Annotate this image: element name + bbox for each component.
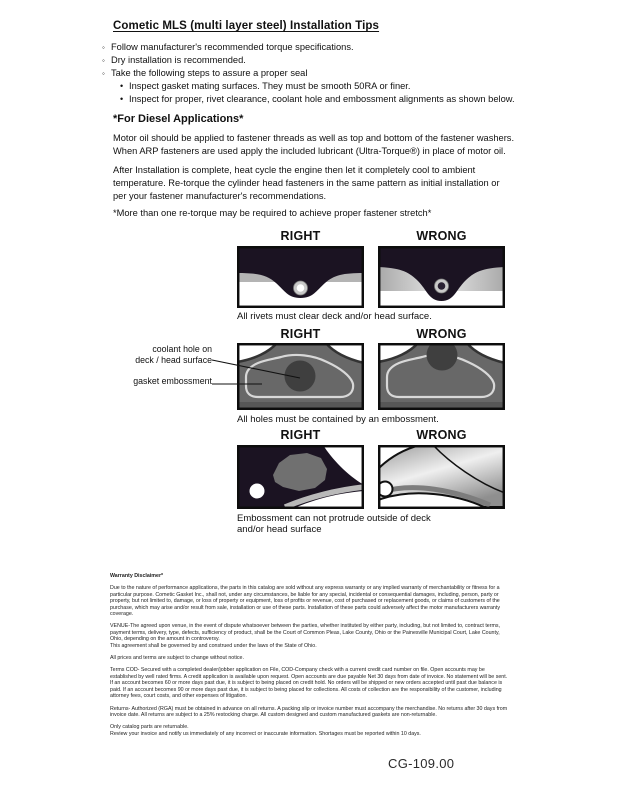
tip-text: Inspect for proper, rivet clearance, coolant hole and embossment alignments as shown below. [129,94,515,104]
bullet-icon: ◦ [102,56,105,65]
diagram-caption [237,513,487,535]
installation-tips-list [102,41,522,106]
page-number: CG-109.00 [388,756,455,771]
disclaimer-heading: Warranty Disclaimer* [110,573,164,579]
list-item [102,93,522,106]
tip-text: Follow manufacturer's recommended torque specifications. [111,42,354,52]
disclaimer-paragraph: All prices and terms are subject to change without notice. [110,655,244,662]
disclaimer-paragraph: Only catalog parts are returnable. [110,724,189,731]
list-item [102,54,522,67]
bullet-icon: ◦ [102,43,105,52]
disclaimer-paragraph: Terms COD- Secured with a completed dealer/jobber application on File, COD-Company check with a current credit card number on file. Open accounts may be established by well rated firms. A credit application is available upon request. Open accounts are due payable Net 30 days from date of invoice. No statement will be sent. If an account becomes 60 or more days past due, it is subject to being placed on credit hold. No orders will be shipped or new orders accepted until past due balance is paid. If an account becomes 90 or more days past due, it is subject to being placed for collections. All costs of collection are the responsibility of the customer, including attorney fees, court costs, and other expenses of litigation. [110,667,508,700]
diagram-caption: All rivets must clear deck and/or head surface. [237,311,432,322]
diagram-embossment-wrong [378,343,505,410]
list-item [102,80,522,93]
caption-line: and/or head surface [237,524,322,535]
disclaimer-paragraph: Review your invoice and notify us immediately of any incorrect or inaccurate information. Shortages must be reported within 10 days. [110,730,421,737]
retorque-note: *More than one re-torque may be required to achieve proper fastener stretch* [113,208,432,218]
diesel-paragraph-2: After Installation is complete, heat cycle the engine then let it completely cool to ambient temperature. Re-torque the cylinder head fasteners in the same pattern as initial installation or per your fastener manufacturer's recommendations. [113,165,500,201]
diagram-deck-right [237,445,364,509]
pointer-lines [205,340,325,395]
bullet-icon: • [120,94,124,104]
wrong-label: WRONG [416,428,467,442]
diesel-paragraph-1: Motor oil should be applied to fastener threads as well as top and bottom of the fastener washers. When ARP fasteners are used apply the included lubricant (Ultra-Torque®) in place of motor oil. [113,133,515,156]
diagram-deck-wrong [378,445,505,509]
right-label: RIGHT [280,229,321,243]
wrong-label: WRONG [416,327,467,341]
diesel-section-heading: *For Diesel Applications* [113,113,244,125]
diagram-rivet-right [237,246,364,308]
label-line: deck / head surface [135,354,212,365]
wrong-label: WRONG [416,229,467,243]
warranty-disclaimer [110,573,511,743]
tip-text: Take the following steps to assure a proper seal [111,68,308,78]
caption-line: Embossment can not protrude outside of deck [237,513,431,524]
bullet-icon: ◦ [102,69,105,78]
label-line: coolant hole on [152,344,212,354]
bullet-icon: • [120,81,124,91]
diagram-caption: All holes must be contained by an embossment. [237,414,439,425]
gasket-embossment-label: gasket embossment [133,376,212,386]
disclaimer-paragraph: This agreement shall be governed by and construed under the laws of the State of Ohio. [110,642,317,649]
disclaimer-paragraph: Due to the nature of performance applications, the parts in this catalog are sold without any express warranty or any implied warranty of merchantability or fitness for a particular purpose. Cometic Gasket Inc., shall not, under any circumstances, be liable for any special, incidental or consequential damages, including, person, party or property, but not limited to, damage, or loss of property or equipment, loss of profits or revenue, cost of purchased or replacement goods, or claims of customers of the purchase, which may arise and/or result from sale, installation or use of these parts. Installation of these parts could adversely affect the motor manufacturers warranty coverage. [110,585,501,618]
diagram-rivet-wrong [378,246,505,308]
page-title: Cometic MLS (multi layer steel) Installation Tips [113,20,380,32]
right-label: RIGHT [280,327,321,341]
disclaimer-paragraph: Returns- Authorized (RGA) must be obtained in advance on all returns. A packing slip or invoice number must accompany the merchandise. No returns after 30 days from invoice date. All returns are subject to a 25% restocking charge. All custom designed and custom manufactured gaskets are non-returnable. [110,705,508,718]
tip-text: Inspect gasket mating surfaces. They must be smooth 50RA or finer. [129,81,411,91]
list-item [102,41,522,54]
disclaimer-paragraph: VENUE-The agreed upon venue, in the event of dispute whatsoever between the parties, whether instituted by either party, including, but not limited to, contract terms, payment terms, delivery, type, defects, sufficiency of product, shall be the Court of Common Pleas, Lake County, Ohio or the Painesville Municipal Court, Lake County, Ohio, depending on the amount in controversy. [110,623,501,643]
coolant-hole-label [95,344,212,365]
tip-text: Dry installation is recommended. [111,55,246,65]
right-label: RIGHT [280,428,321,442]
list-item [102,67,522,80]
